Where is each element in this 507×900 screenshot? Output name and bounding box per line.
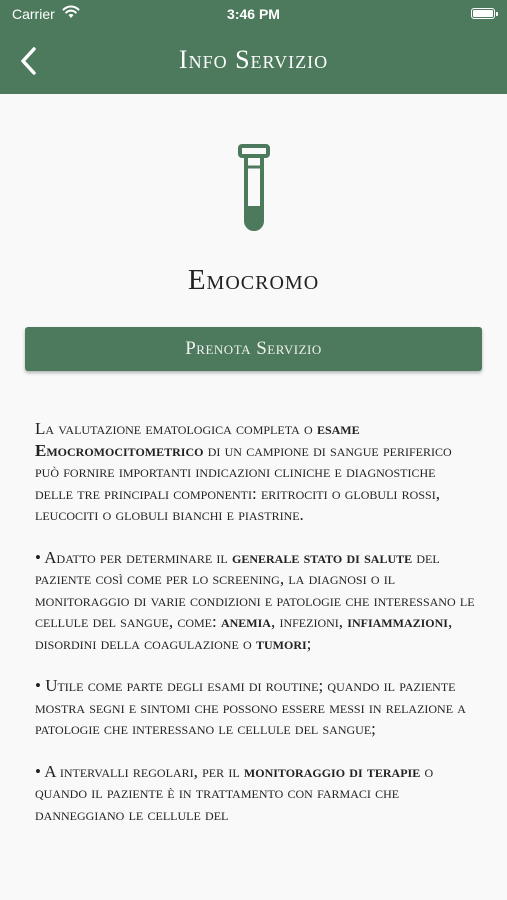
description-text: , infezioni, <box>270 612 348 631</box>
description-paragraph <box>35 547 475 655</box>
description-highlight: esame Emocromocitometrico <box>35 419 360 460</box>
description-text: del paziente così come per lo screening, la diagnosi o il monitoraggio di varie condizioni e patologie che interessano le cellule del sangue, come: <box>35 547 475 631</box>
description-paragraph <box>35 675 475 740</box>
description-highlight: tumori <box>255 633 307 653</box>
description-text: La valutazione ematologica completa o <box>35 419 317 438</box>
book-service-button[interactable]: Prenota Servizio <box>25 327 482 371</box>
battery-icon <box>471 8 495 19</box>
description-text: di un campione di sangue periferico può fornire importanti indicazioni cliniche e diagnostiche delle tre principali componenti: eritrociti o globuli rossi, leucociti o globuli bianchi e piastrine. <box>35 440 452 524</box>
description-text: o quando il paziente è in trattamento con farmaci che danneggiano le cellule del <box>35 761 434 824</box>
description-paragraph <box>35 761 475 826</box>
test-tube-icon <box>232 143 276 239</box>
service-name: Emocromo <box>187 264 320 296</box>
description-highlight: anemia <box>220 612 271 631</box>
carrier-label: Carrier <box>12 6 55 22</box>
description-text: ; <box>306 633 312 653</box>
description-text: • Adatto per determinare il <box>35 547 232 567</box>
navigation-bar <box>0 28 507 94</box>
service-description <box>35 418 475 846</box>
description-text: • A intervalli regolari, per il <box>35 761 244 781</box>
description-highlight: monitoraggio di terapie <box>243 761 421 781</box>
page-title: Info Servizio <box>178 45 329 74</box>
description-highlight: infiammazioni <box>347 612 448 631</box>
clock-time: 3:46 PM <box>227 6 280 22</box>
description-text: • Utile come parte degli esami di routine; quando il paziente mostra segni e sintomi che possono essere messi in relazione a patologie che interessano le cellule del sangue; <box>35 676 466 738</box>
status-bar <box>0 0 507 28</box>
description-highlight: generale stato di salute <box>231 547 413 567</box>
description-text: , disordini della coagulazione o <box>35 612 453 653</box>
description-paragraph <box>35 418 475 526</box>
